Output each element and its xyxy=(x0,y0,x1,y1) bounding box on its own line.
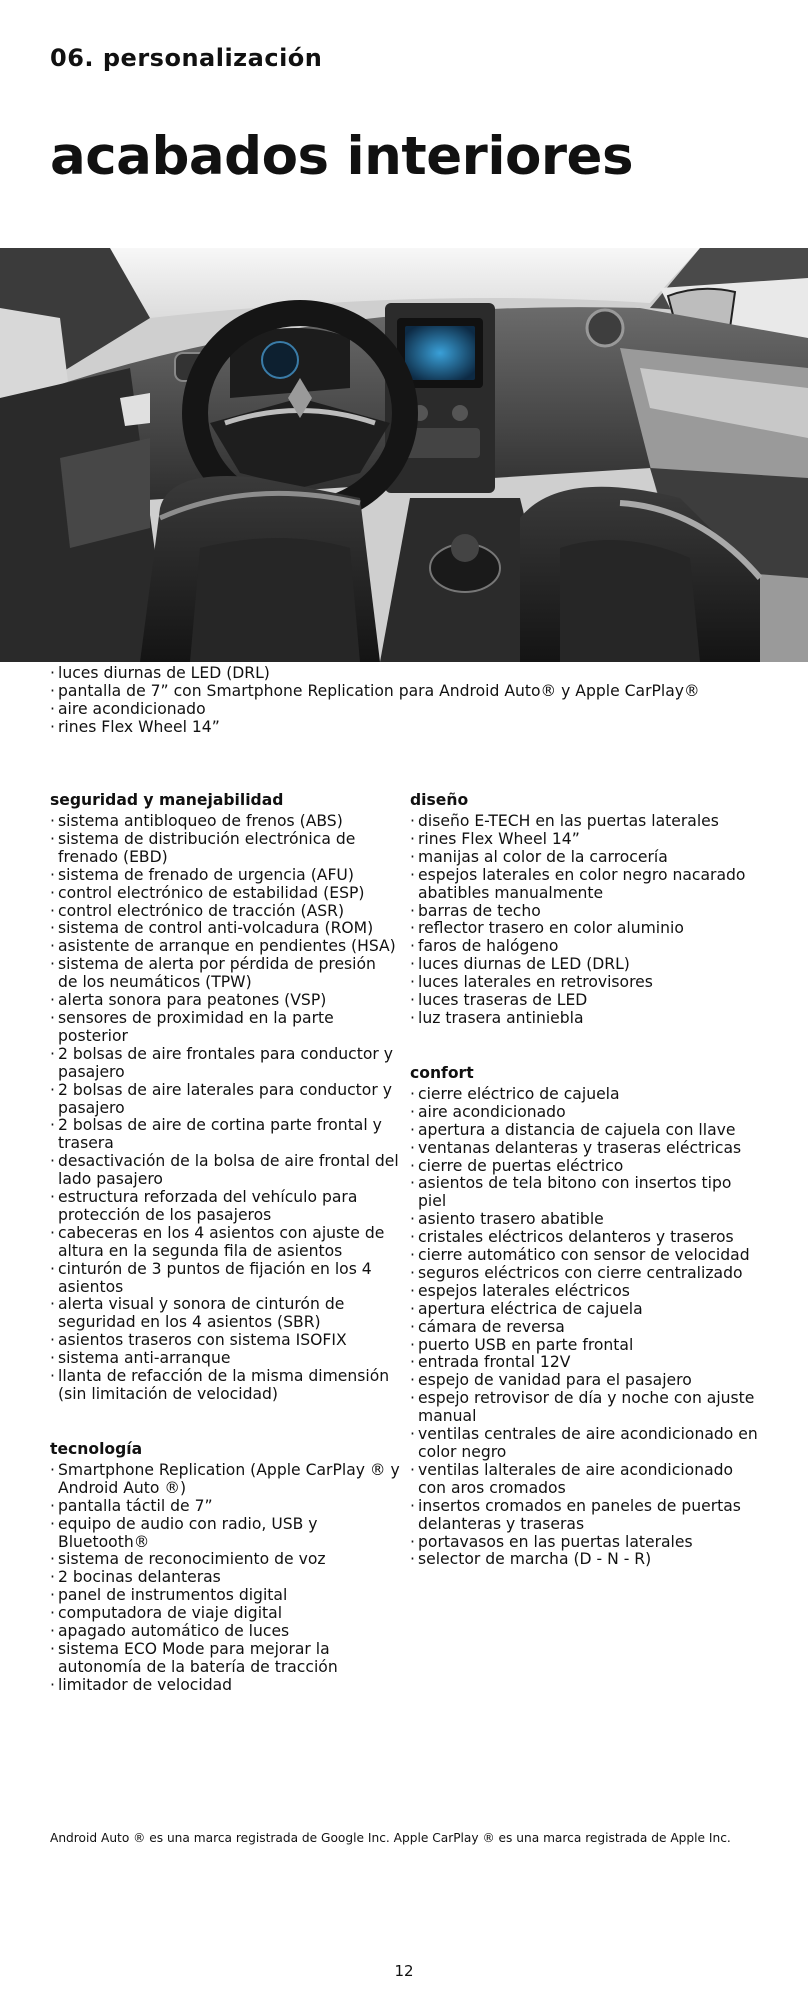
list-item: · estructura reforzada del vehículo para protección de los pasajeros xyxy=(50,1189,400,1225)
list-item: · insertos cromados en paneles de puertas delanteras y traseras xyxy=(410,1498,760,1534)
list-item: · apertura a distancia de cajuela con llave xyxy=(410,1122,760,1140)
section-label: 06. personalización xyxy=(50,44,323,72)
list-item: · barras de techo xyxy=(410,903,760,921)
list-item: · sensores de proximidad en la parte posterior xyxy=(50,1010,400,1046)
list-item: · control electrónico de tracción (ASR) xyxy=(50,903,400,921)
list-item: · asistente de arranque en pendientes (HSA) xyxy=(50,938,400,956)
comfort-group xyxy=(410,1064,760,1569)
list-item: · espejo retrovisor de día y noche con ajuste manual xyxy=(410,1390,760,1426)
list-item: · espejo de vanidad para el pasajero xyxy=(410,1372,760,1390)
list-item: · aire acondicionado xyxy=(410,1104,760,1122)
list-item: · selector de marcha (D - N - R) xyxy=(410,1551,760,1569)
design-group xyxy=(410,791,760,1028)
standard-features xyxy=(50,665,770,737)
list-item: · ventanas delanteras y traseras eléctricas xyxy=(410,1140,760,1158)
list-item: · desactivación de la bolsa de aire frontal del lado pasajero xyxy=(50,1153,400,1189)
list-item: · sistema de control anti-volcadura (ROM) xyxy=(50,920,400,938)
list-item: · 2 bolsas de aire laterales para conductor y pasajero xyxy=(50,1082,400,1118)
list-item: · sistema de reconocimiento de voz xyxy=(50,1551,400,1569)
list-item: · cierre automático con sensor de velocidad xyxy=(410,1247,760,1265)
list-item: · diseño E-TECH en las puertas laterales xyxy=(410,813,760,831)
list-item: · luz trasera antiniebla xyxy=(410,1010,760,1028)
group-title: tecnología xyxy=(50,1439,143,1458)
list-item: · ventilas lalterales de aire acondicionado con aros cromados xyxy=(410,1462,760,1498)
left-column xyxy=(50,791,400,1695)
list-item: · sistema ECO Mode para mejorar la autonomía de la batería de tracción xyxy=(50,1641,400,1677)
list-item: · sistema de alerta por pérdida de presión de los neumáticos (TPW) xyxy=(50,956,400,992)
list-item: · ventilas centrales de aire acondicionado en color negro xyxy=(410,1426,760,1462)
list-item: · 2 bocinas delanteras xyxy=(50,1569,400,1587)
list-item: · limitador de velocidad xyxy=(50,1677,400,1695)
list-item: · alerta visual y sonora de cinturón de seguridad en los 4 asientos (SBR) xyxy=(50,1296,400,1332)
list-item: · sistema antibloqueo de frenos (ABS) xyxy=(50,813,400,831)
list-item: · asientos traseros con sistema ISOFIX xyxy=(50,1332,400,1350)
list-item: · espejos laterales en color negro nacarado abatibles manualmente xyxy=(410,867,760,903)
list-item: · control electrónico de estabilidad (ESP) xyxy=(50,885,400,903)
list-item: · espejos laterales eléctricos xyxy=(410,1283,760,1301)
list-item: · alerta sonora para peatones (VSP) xyxy=(50,992,400,1010)
list-item: · sistema de frenado de urgencia (AFU) xyxy=(50,867,400,885)
list-item: · llanta de refacción de la misma dimensión (sin limitación de velocidad) xyxy=(50,1368,400,1404)
list-item: · cabeceras en los 4 asientos con ajuste de altura en la segunda fila de asientos xyxy=(50,1225,400,1261)
list-item: · luces traseras de LED xyxy=(410,992,760,1010)
list-item: · apertura eléctrica de cajuela xyxy=(410,1301,760,1319)
list-item: · manijas al color de la carrocería xyxy=(410,849,760,867)
group-title: diseño xyxy=(410,791,469,809)
list-item: · reflector trasero en color aluminio xyxy=(410,920,760,938)
trademark-footnote: Android Auto ® es una marca registrada de Google Inc. Apple CarPlay ® es una marca registrada de Apple Inc. xyxy=(50,1831,731,1845)
list-item: · equipo de audio con radio, USB y Bluetooth® xyxy=(50,1516,400,1552)
list-item: · apagado automático de luces xyxy=(50,1623,400,1641)
list-item: · cierre de puertas eléctrico xyxy=(410,1158,760,1176)
list-item: · luces diurnas de LED (DRL) xyxy=(410,956,760,974)
list-item: · asientos de tela bitono con insertos tipo piel xyxy=(410,1175,760,1211)
list-item: · sistema anti-arranque xyxy=(50,1350,400,1368)
list-item: · cristales eléctricos delanteros y traseros xyxy=(410,1229,760,1247)
list-item: · Smartphone Replication (Apple CarPlay ® y Android Auto ®) xyxy=(50,1462,400,1498)
list-item: · luces laterales en retrovisores xyxy=(410,974,760,992)
page-number: 12 xyxy=(394,1962,414,1980)
list-item: · portavasos en las puertas laterales xyxy=(410,1534,760,1552)
group-title: seguridad y manejabilidad xyxy=(50,791,284,809)
list-item: · 2 bolsas de aire frontales para conductor y pasajero xyxy=(50,1046,400,1082)
list-item: · rines Flex Wheel 14” xyxy=(50,719,770,737)
list-item: · sistema de distribución electrónica de frenado (EBD) xyxy=(50,831,400,867)
safety-group xyxy=(50,791,400,1404)
group-title: confort xyxy=(410,1063,474,1082)
list-item: · luces diurnas de LED (DRL) xyxy=(50,665,770,683)
right-column xyxy=(410,791,760,1569)
list-item: · puerto USB en parte frontal xyxy=(410,1337,760,1355)
list-item: · seguros eléctricos con cierre centralizado xyxy=(410,1265,760,1283)
list-item: · pantalla táctil de 7” xyxy=(50,1498,400,1516)
car-interior-photo xyxy=(0,248,808,662)
list-item: · aire acondicionado xyxy=(50,701,770,719)
page-title: acabados interiores xyxy=(50,126,634,187)
list-item: · pantalla de 7” con Smartphone Replication para Android Auto® y Apple CarPlay® xyxy=(50,683,770,701)
list-item: · faros de halógeno xyxy=(410,938,760,956)
list-item: · panel de instrumentos digital xyxy=(50,1587,400,1605)
list-item: · entrada frontal 12V xyxy=(410,1354,760,1372)
list-item: · cierre eléctrico de cajuela xyxy=(410,1086,760,1104)
list-item: · cinturón de 3 puntos de fijación en los 4 asientos xyxy=(50,1261,400,1297)
list-item: · cámara de reversa xyxy=(410,1319,760,1337)
list-item: · asiento trasero abatible xyxy=(410,1211,760,1229)
technology-group xyxy=(50,1440,400,1695)
list-item: · rines Flex Wheel 14” xyxy=(410,831,760,849)
list-item: · computadora de viaje digital xyxy=(50,1605,400,1623)
list-item: · 2 bolsas de aire de cortina parte frontal y trasera xyxy=(50,1117,400,1153)
